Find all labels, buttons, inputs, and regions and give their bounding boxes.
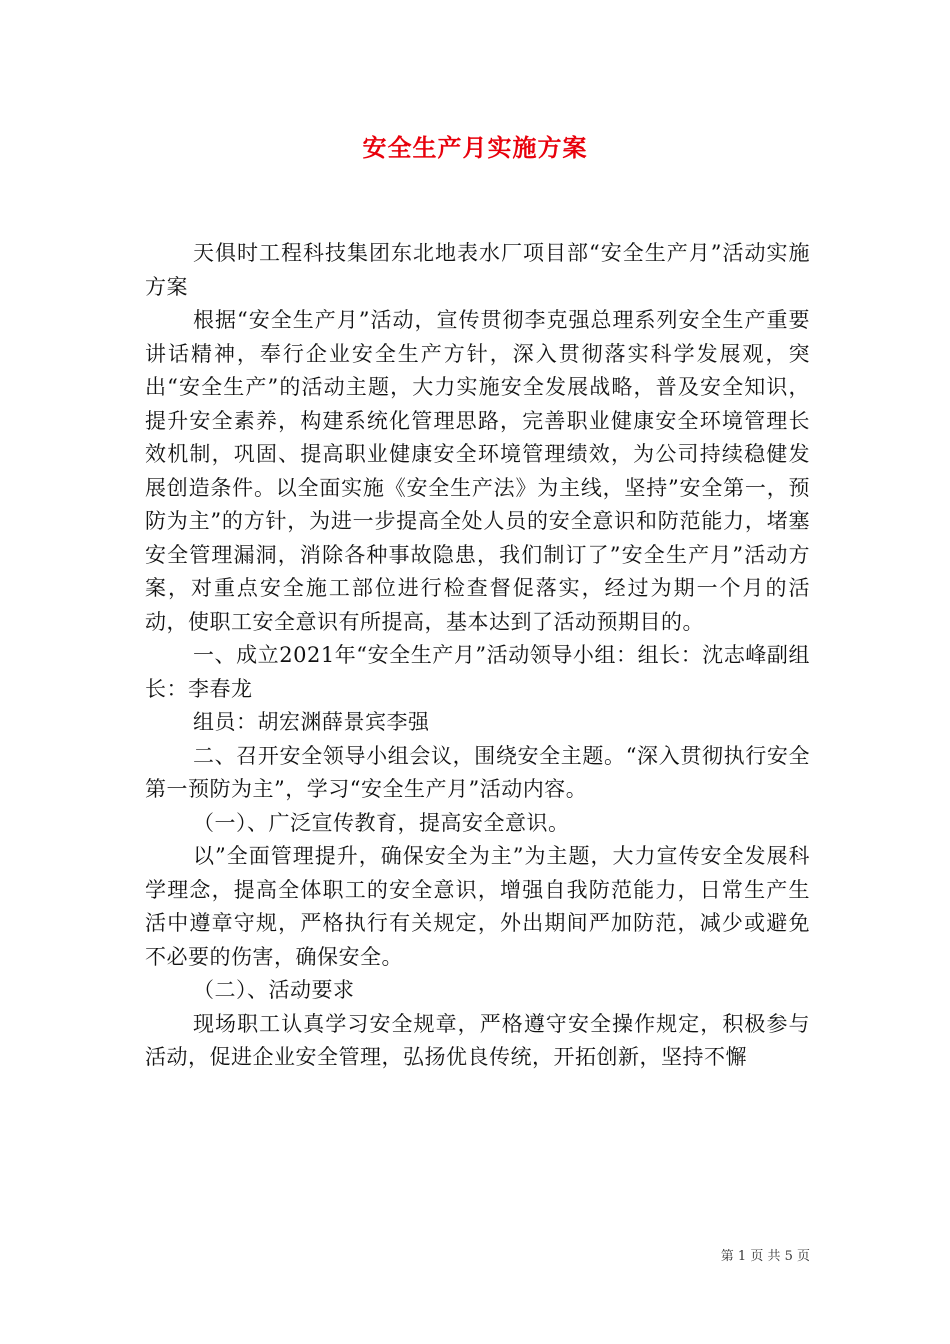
page-number: 第 1 页 共 5 页 (720, 1249, 810, 1264)
background-paragraph: 根据“安全生产月”活动，宣传贯彻李克强总理系列安全生产重要讲话精神，奉行企业安全生产方针，深入贯彻落实科学发展观，突出“安全生产”的活动主题，大力实施安全发展战略，普及安全知识，提升安全素养，构建系统化管理思路，完善职业健康安全环境管理长效机制，巩固、提高职业健康安全环境管理绩效，为公司持续稳健发展创造条件。以全面实施《安全生产法》为主线，坚持”安全第一，预防为主”的方针，为进一步提高全处人员的安全意识和防范能力，堵塞安全管理漏洞，消除各种事故隐患，我们制订了”安全生产月”活动方案，对重点安全施工部位进行检查督促落实，经过为期一个月的活动，使职工安全意识有所提高，基本达到了活动预期目的。 (145, 308, 810, 634)
document-title: 安全生产月实施方案 (362, 133, 588, 162)
intro-paragraph: 天俱时工程科技集团东北地表水厂项目部“安全生产月”活动实施方案 (145, 241, 810, 299)
section-two-paragraph: 二、召开安全领导小组会议，围绕安全主题。“深入贯彻执行安全第一预防为主”，学习“安全生产月”活动内容。 (145, 743, 810, 801)
subsection-one-heading: （一）、广泛宣传教育，提高安全意识。 (193, 810, 570, 835)
requirements-paragraph: 现场职工认真学习安全规章，严格遵守安全操作规定，积极参与活动，促进企业安全管理，弘扬优良传统，开拓创新，坚持不懈 (145, 1011, 810, 1069)
subsection-two-heading: （二）、活动要求 (193, 978, 355, 1002)
members-line: 组员：胡宏渊薛景宾李强 (193, 710, 430, 734)
document-body (145, 237, 810, 1075)
publicity-paragraph: 以”全面管理提升，确保安全为主”为主题，大力宣传安全发展科学理念，提高全体职工的安全意识，增强自我防范能力，日常生产生活中遵章守规，严格执行有关规定，外出期间严加防范，减少或避免不必要的伤害，确保安全。 (145, 844, 810, 969)
section-one-heading: 一、成立2021年“安全生产月”活动领导小组：组长：沈志峰副组长：李春龙 (145, 643, 810, 701)
